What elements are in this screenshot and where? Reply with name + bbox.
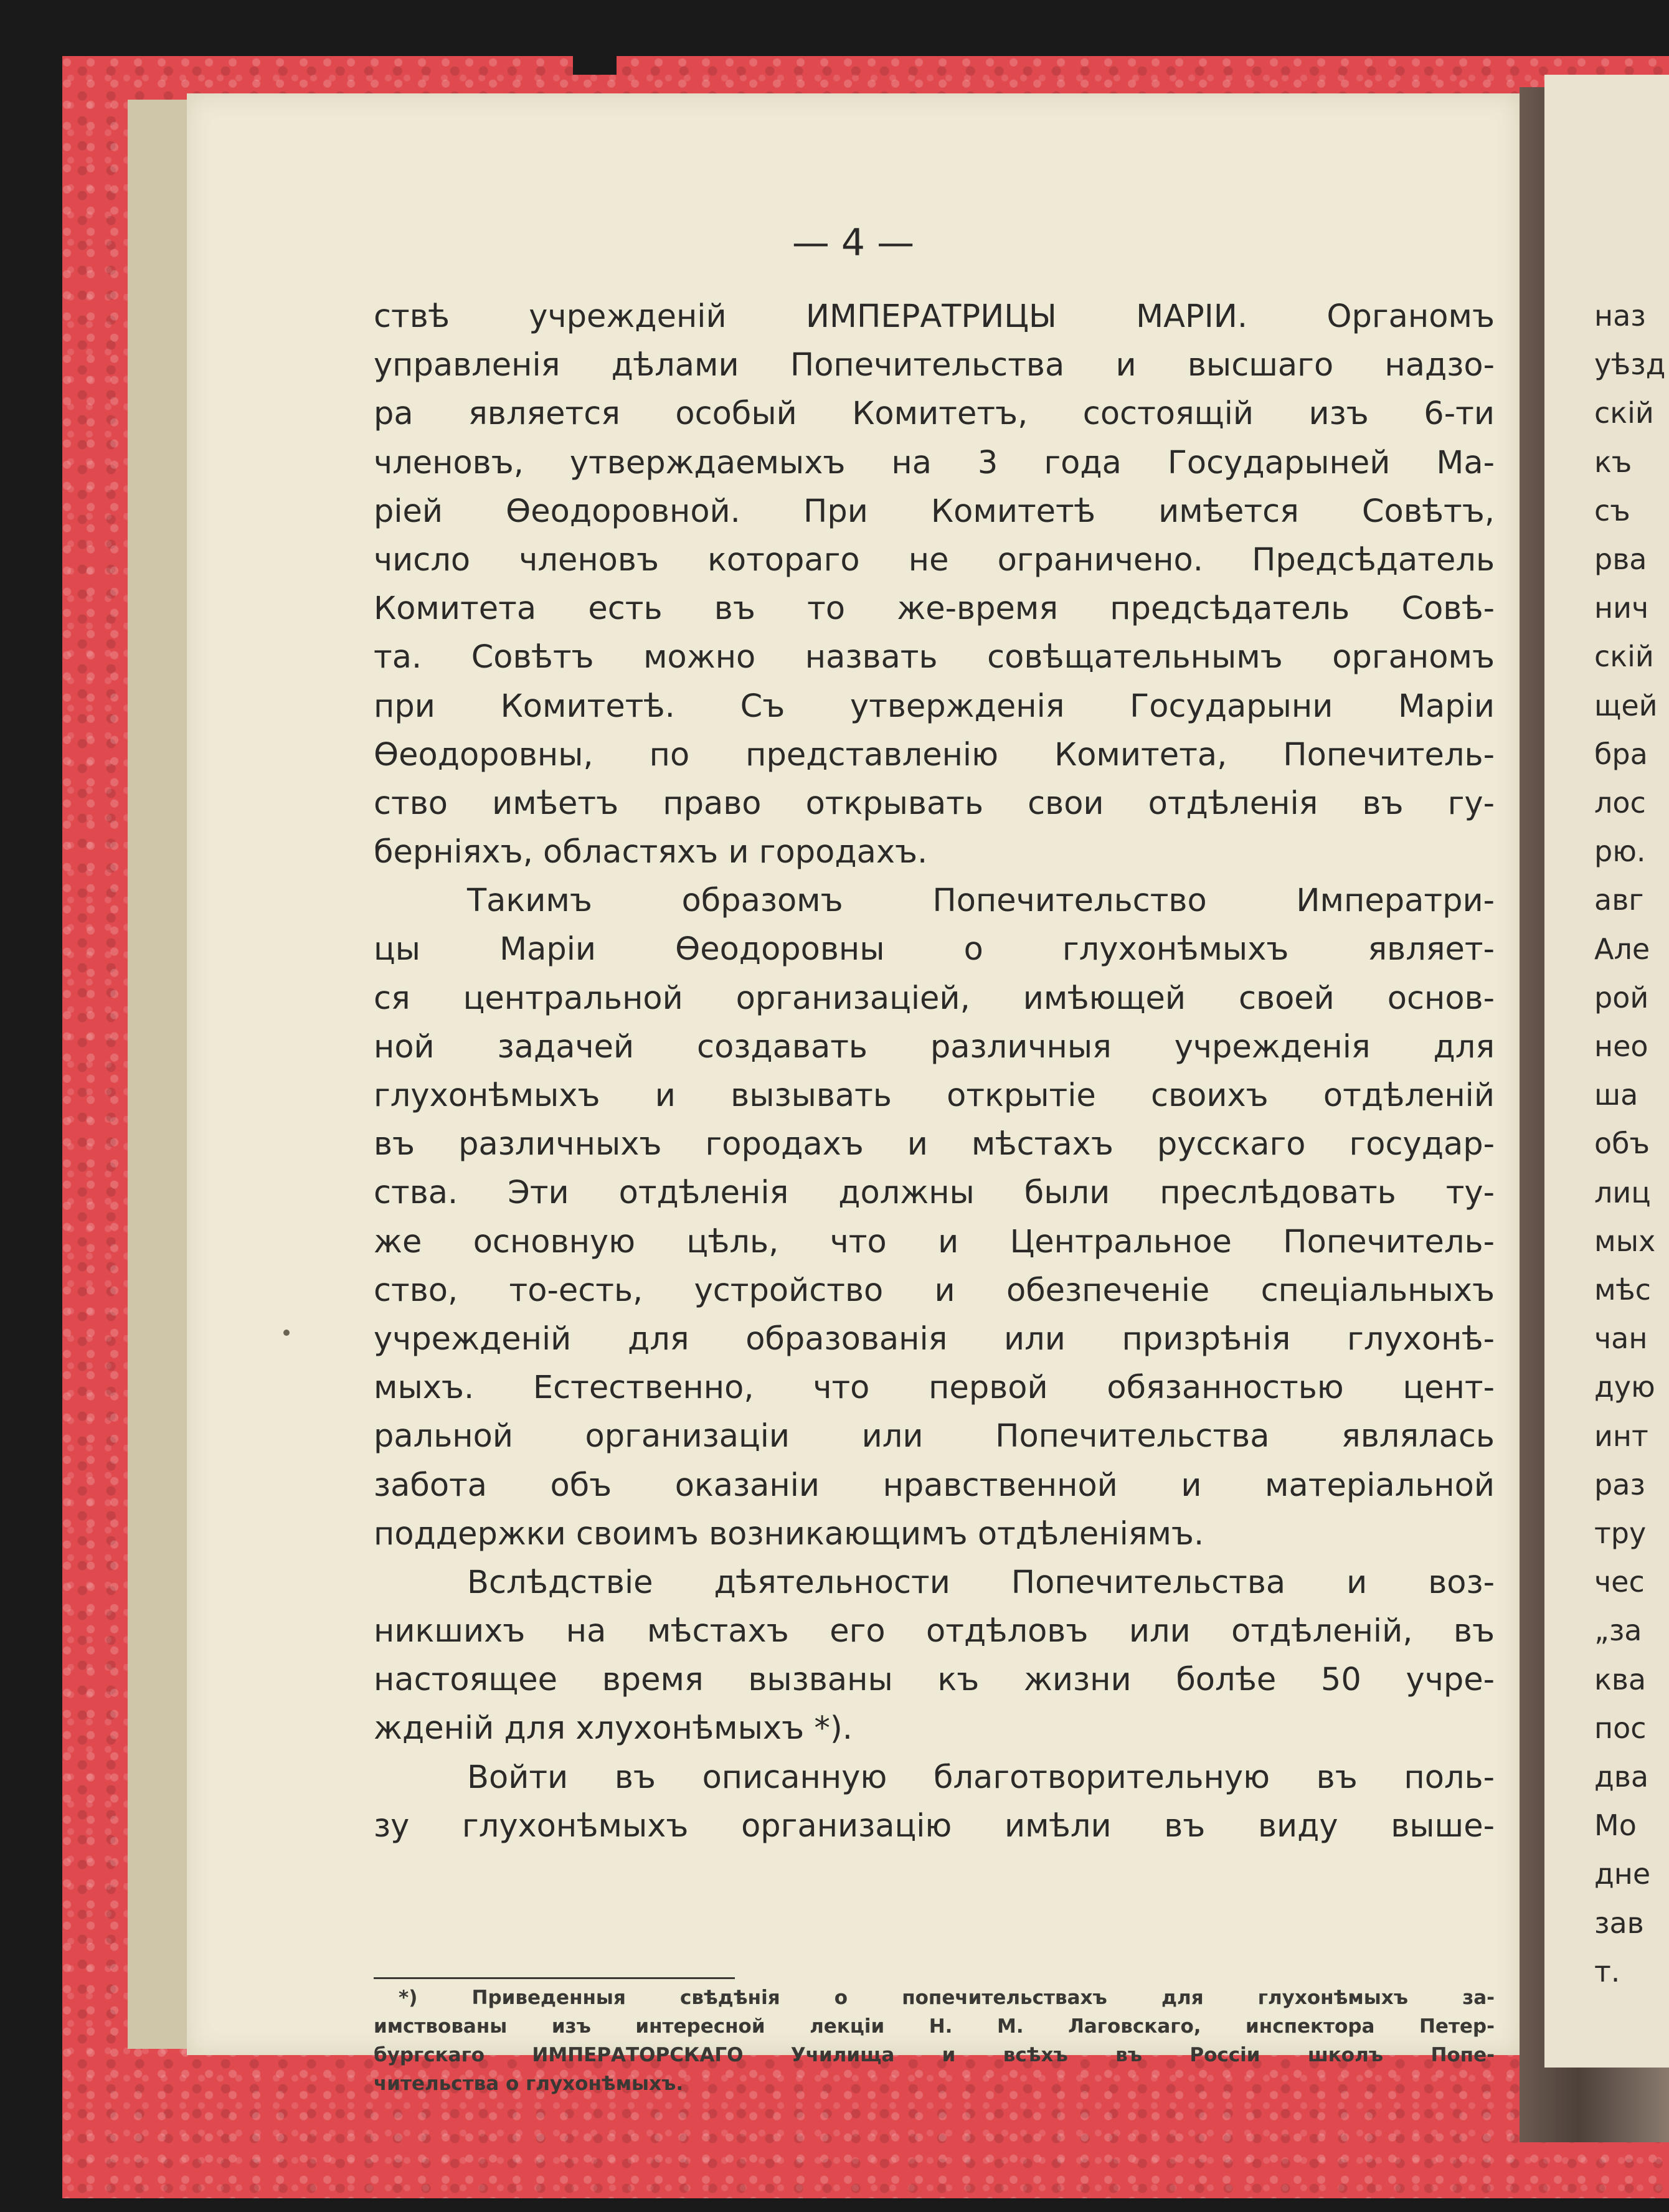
text-line: ра является особый Комитетъ, состоящій изъ 6-ти: [374, 395, 1495, 433]
paper-speck: [283, 1330, 290, 1336]
next-page-text-fragment: бра: [1594, 737, 1648, 771]
footnote-divider: [374, 1977, 735, 1979]
next-page-text-fragment: щей: [1594, 688, 1658, 722]
book-page: [187, 93, 1520, 2095]
text-line: глухонѣмыхъ и вызывать открытіе своихъ отдѣленій: [374, 1077, 1495, 1114]
text-line: ся центральной организаціей, имѣющей своей основ-: [374, 980, 1495, 1017]
next-page-text-fragment: уѣзд: [1594, 347, 1666, 382]
next-page-text-fragment: ква: [1594, 1662, 1647, 1696]
page-number: — 4 —: [792, 221, 915, 265]
next-page-text-fragment: чес: [1594, 1565, 1645, 1599]
cover-notch: [573, 56, 617, 75]
next-page-text-fragment: дую: [1594, 1370, 1655, 1404]
next-page-text-fragment: чан: [1594, 1321, 1648, 1356]
next-page-text-fragment: нич: [1594, 591, 1649, 625]
next-page-text-fragment: Мо: [1594, 1808, 1637, 1843]
next-page-text-fragment: дне: [1594, 1857, 1651, 1891]
footnote-line: бургскаго ИМПЕРАТОРСКАГО Училища и всѣхъ въ Россіи школъ Попе-: [374, 2044, 1495, 2066]
page-body: [374, 293, 1495, 1851]
text-line: та. Совѣтъ можно назвать совѣщательнымъ органомъ: [374, 639, 1495, 676]
text-line: Такимъ образомъ Попечительство Императри-: [467, 882, 1495, 920]
next-page-text-fragment: наз: [1594, 299, 1646, 333]
footnote-line: *) Приведенныя свѣдѣнія о попечительствахъ для глухонѣмыхъ за-: [399, 1987, 1495, 2009]
text-line: Ѳеодоровны, по представленію Комитета, Попечитель-: [374, 736, 1495, 773]
text-line: при Комитетѣ. Съ утвержденія Государыни Маріи: [374, 688, 1495, 725]
text-line: ства. Эти отдѣленія должны были преслѣдовать ту-: [374, 1175, 1495, 1212]
next-page-text-fragment: два: [1594, 1760, 1649, 1794]
next-page-text-fragment: пос: [1594, 1711, 1647, 1745]
footnote: [374, 1983, 1495, 2098]
next-page-text-fragment: рва: [1594, 542, 1647, 576]
next-page-text-fragment: рю.: [1594, 834, 1646, 869]
next-page-text-fragment: Але: [1594, 932, 1650, 966]
text-line: цы Маріи Ѳеодоровны о глухонѣмыхъ являет-: [374, 931, 1495, 968]
next-page-text-fragment: къ: [1594, 445, 1632, 479]
text-line: же основную цѣль, что и Центральное Попечитель-: [374, 1223, 1495, 1260]
next-page-text-fragment: лос: [1594, 786, 1646, 820]
text-line: Комитета есть въ то же-время предсѣдатель Совѣ-: [374, 590, 1495, 628]
next-page-text-fragment: т.: [1594, 1954, 1620, 1988]
text-line: ствѣ учрежденій ИМПЕРАТРИЦЫ МАРІИ. Органомъ: [374, 298, 1495, 335]
next-page-text-fragment: скій: [1594, 640, 1654, 674]
next-page-text-fragment: мых: [1594, 1224, 1656, 1258]
text-line: Вслѣдствіе дѣятельности Попечительства и воз-: [467, 1564, 1495, 1601]
text-line: берніяхъ, областяхъ и городахъ.: [374, 834, 928, 871]
next-page-text-fragment: зав: [1594, 1906, 1644, 1940]
text-line: зу глухонѣмыхъ организацію имѣли въ виду выше-: [374, 1807, 1495, 1845]
next-page-text-fragment: нео: [1594, 1029, 1648, 1063]
next-page-text-fragment: раз: [1594, 1467, 1645, 1501]
text-line: поддержки своимъ возникающимъ отдѣленіямъ.: [374, 1515, 1204, 1553]
next-page-text-fragment: скій: [1594, 396, 1654, 430]
text-line: ной задачей создавать различныя учрежденія для: [374, 1028, 1495, 1066]
next-page-text-fragment: лиц: [1594, 1175, 1651, 1209]
next-page-text-fragment: съ: [1594, 493, 1630, 527]
next-page-text-fragment: инт: [1594, 1419, 1648, 1453]
text-line: членовъ, утверждаемыхъ на 3 года Государыней Ма-: [374, 444, 1495, 481]
text-line: мыхъ. Естественно, что первой обязанностью цент-: [374, 1369, 1495, 1407]
next-page-text-fragment: рой: [1594, 980, 1649, 1014]
next-page-text-fragment: мѣс: [1594, 1273, 1651, 1307]
text-line: управленія дѣлами Попечительства и высшаго надзо-: [374, 347, 1495, 384]
next-page-edge: [1544, 75, 1669, 2068]
next-page-text-fragment: авг: [1594, 883, 1644, 917]
text-line: Войти въ описанную благотворительную въ поль-: [467, 1759, 1495, 1796]
next-page-text-fragment: „за: [1594, 1614, 1642, 1648]
footnote-line: имствованы изъ интересной лекціи Н. М. Лаговскаго, инспектора Петер-: [374, 2015, 1495, 2038]
next-page-text-fragment: тру: [1594, 1516, 1647, 1550]
text-line: забота объ оказаніи нравственной и матеріальной: [374, 1467, 1495, 1504]
text-line: ство, то-есть, устройство и обезпеченіе спеціальныхъ: [374, 1272, 1495, 1309]
next-page-text-fragment: объ: [1594, 1127, 1650, 1161]
text-line: учрежденій для образованія или призрѣнія глухонѣ-: [374, 1320, 1495, 1358]
next-page-text-fragment: ша: [1594, 1078, 1638, 1112]
text-line: ріей Ѳеодоровной. При Комитетѣ имѣется Совѣтъ,: [374, 493, 1495, 530]
text-line: число членовъ котораго не ограничено. Предсѣдатель: [374, 541, 1495, 579]
text-line: жденій для хлухонѣмыхъ *).: [374, 1710, 853, 1747]
footnote-line: чительства о глухонѣмыхъ.: [374, 2073, 684, 2095]
text-line: ральной организаціи или Попечительства являлась: [374, 1418, 1495, 1455]
text-line: настоящее время вызваны къ жизни болѣе 50 учре-: [374, 1661, 1495, 1699]
text-line: въ различныхъ городахъ и мѣстахъ русскаго государ-: [374, 1126, 1495, 1163]
text-line: ство имѣетъ право открывать свои отдѣленія въ гу-: [374, 785, 1495, 822]
text-line: никшихъ на мѣстахъ его отдѣловъ или отдѣленій, въ: [374, 1613, 1495, 1650]
